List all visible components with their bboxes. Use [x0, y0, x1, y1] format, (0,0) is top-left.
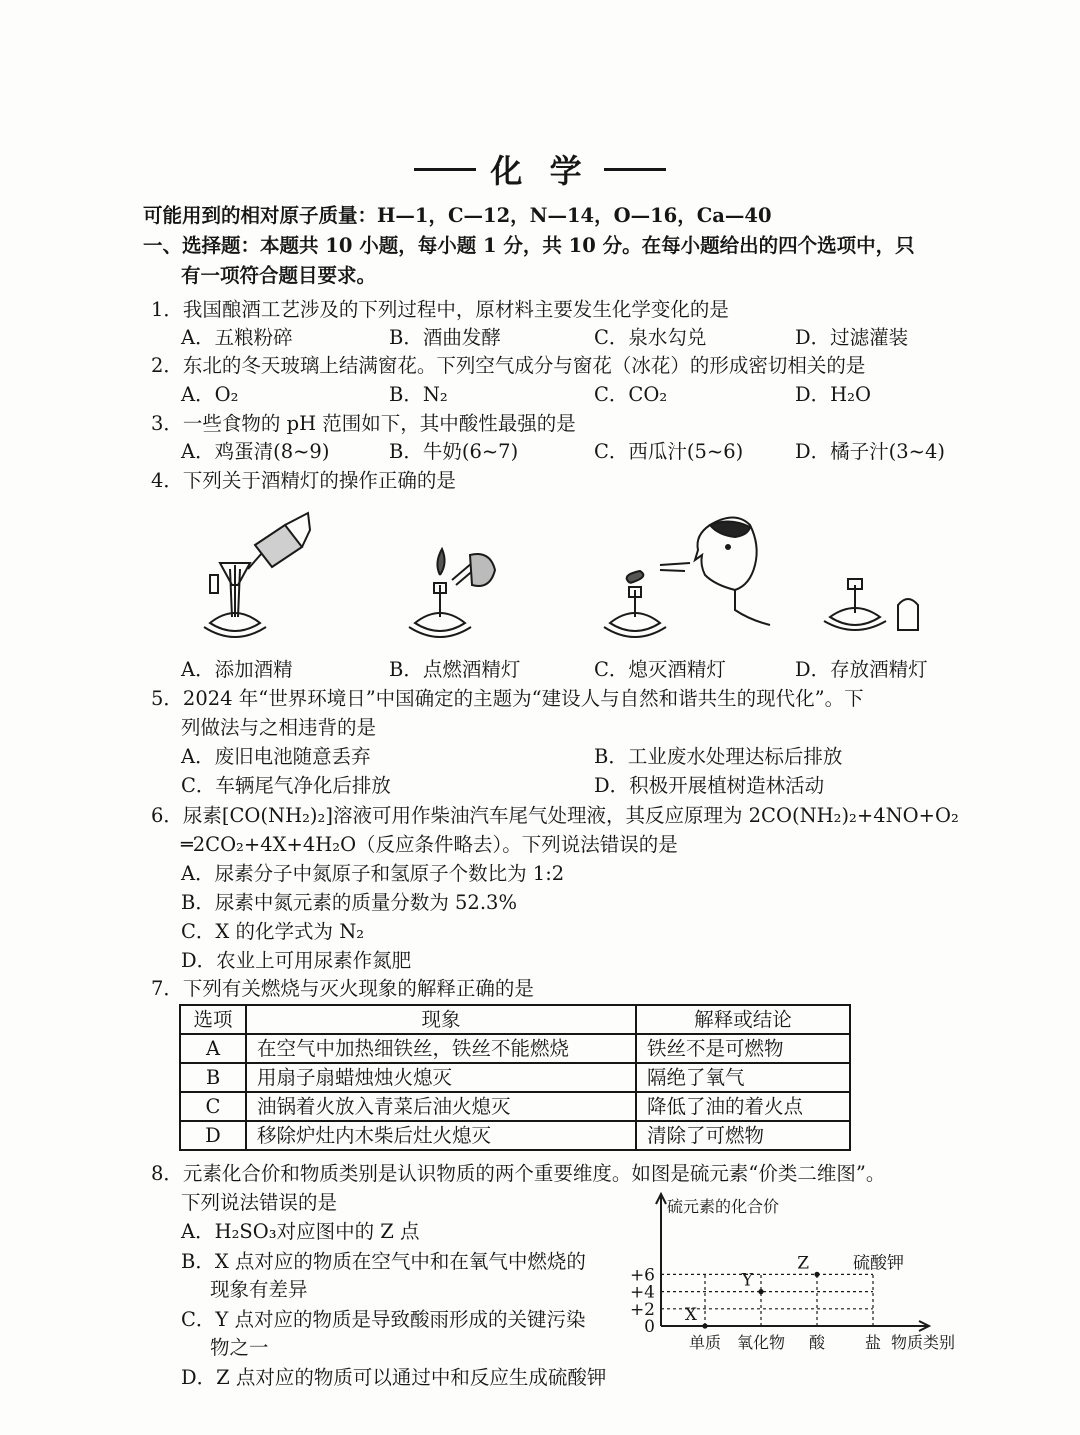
y-tick-label: +2	[629, 1299, 655, 1320]
q5-option-a: A．废旧电池随意丢弃	[181, 745, 371, 768]
table-row	[180, 1121, 850, 1150]
q8-option-c-line1: C．Y 点对应的物质是导致酸雨形成的关键污染	[181, 1308, 586, 1331]
section-heading-line2: 有一项符合题目要求。	[181, 264, 377, 287]
q5-option-d: D．积极开展植树造林活动	[594, 774, 825, 797]
table-cell: C	[180, 1092, 246, 1121]
q2-option-b: B．N₂	[389, 383, 448, 406]
valence-class-chart	[625, 1188, 955, 1358]
lamp-adding-alcohol-drawing	[204, 513, 310, 637]
x-axis-label: 物质类别	[891, 1333, 955, 1352]
q5-option-b: B．工业废水处理达标后排放	[594, 745, 843, 768]
q1-stem: 1．我国酿酒工艺涉及的下列过程中，原材料主要发生化学变化的是	[151, 298, 729, 321]
q6-option-a: A．尿素分子中氮原子和氢原子个数比为 1:2	[181, 862, 565, 885]
table-cell: 降低了油的着火点	[636, 1092, 850, 1121]
table-row	[180, 1092, 850, 1121]
q4-stem: 4．下列关于酒精灯的操作正确的是	[151, 469, 456, 492]
data-point	[758, 1289, 763, 1294]
table-cell: 移除炉灶内木柴后灶火熄灭	[246, 1121, 636, 1150]
x-tick-label: 酸	[808, 1333, 826, 1352]
y-tick-label: 0	[644, 1317, 655, 1337]
data-point	[814, 1272, 819, 1277]
table-cell: D	[180, 1121, 246, 1150]
q7-stem: 7．下列有关燃烧与灭火现象的解释正确的是	[151, 977, 534, 1000]
q3-stem: 3．一些食物的 pH 范围如下，其中酸性最强的是	[151, 412, 576, 435]
q5-option-c: C．车辆尾气净化后排放	[181, 774, 391, 797]
q8-option-b-line2: 现象有差异	[210, 1278, 308, 1301]
data-point-label: Z	[797, 1253, 809, 1274]
table-cell: 清除了可燃物	[636, 1121, 850, 1150]
data-point-label: X	[684, 1305, 697, 1325]
title-dash-right	[604, 168, 666, 171]
q3-option-c: C．西瓜汁(5~6)	[594, 440, 744, 463]
q4-option-a: A．添加酒精	[181, 658, 293, 681]
table-cell: 油锅着火放入青菜后油火熄灭	[246, 1092, 636, 1121]
data-point	[702, 1323, 707, 1328]
section-heading-line1: 一、选择题：本题共 10 小题，每小题 1 分，共 10 分。在每小题给出的四个选项中，只	[143, 234, 915, 257]
q1-option-b: B．酒曲发酵	[389, 326, 501, 349]
data-point-label: Y	[741, 1270, 753, 1291]
q6-option-d: D．农业上可用尿素作氮肥	[181, 949, 412, 972]
table-cell: 隔绝了氧气	[636, 1063, 850, 1092]
q2-stem: 2．东北的冬天玻璃上结满窗花。下列空气成分与窗花（冰花）的形成密切相关的是	[151, 354, 866, 377]
table-header-cell: 选项	[180, 1005, 246, 1034]
q4-option-c: C．熄灭酒精灯	[594, 658, 726, 681]
table-header-cell: 解释或结论	[636, 1005, 850, 1034]
table-header-row	[180, 1005, 850, 1034]
q7-table	[179, 1004, 851, 1151]
q6-stem-line1: 6．尿素[CO(NH₂)₂]溶液可用作柴油汽车尾气处理液，其反应原理为 2CO(NH₂)₂+4NO+O₂	[151, 804, 959, 827]
lamp-storing-drawing	[824, 579, 918, 630]
x-tick-label: 氧化物	[736, 1333, 786, 1352]
x-tick-label: 盐	[864, 1333, 882, 1352]
q4-illustrations	[190, 505, 950, 650]
table-row	[180, 1034, 850, 1063]
q3-option-d: D．橘子汁(3~4)	[795, 440, 946, 463]
x-tick-label: 单质	[688, 1333, 722, 1352]
q5-stem-line1: 5．2024 年“世界环境日”中国确定的主题为“建设人与自然和谐共生的现代化”。下	[151, 687, 864, 710]
q8-option-d: D．Z 点对应的物质可以通过中和反应生成硫酸钾	[181, 1366, 607, 1389]
table-cell: 铁丝不是可燃物	[636, 1034, 850, 1063]
q4-option-d: D．存放酒精灯	[795, 658, 928, 681]
q3-option-a: A．鸡蛋清(8~9)	[181, 440, 330, 463]
table-cell: B	[180, 1063, 246, 1092]
q6-option-c: C．X 的化学式为 N₂	[181, 920, 365, 943]
table-cell: 用扇子扇蜡烛烛火熄灭	[246, 1063, 636, 1092]
q1-option-d: D．过滤灌装	[795, 326, 909, 349]
data-point-label: 硫酸钾	[853, 1253, 904, 1274]
title-dash-left	[414, 168, 476, 171]
q2-option-a: A．O₂	[181, 383, 239, 406]
q8-stem-line2: 下列说法错误的是	[181, 1191, 338, 1214]
lamp-lighting-drawing	[409, 549, 495, 637]
page-title	[0, 146, 1080, 192]
atomic-masses: 可能用到的相对原子质量：H—1，C—12，N—14，O—16，Ca—40	[143, 204, 772, 227]
q8-option-c-line2: 物之一	[210, 1336, 269, 1359]
q2-option-d: D．H₂O	[795, 383, 871, 406]
table-row	[180, 1063, 850, 1092]
q5-stem-line2: 列做法与之相违背的是	[181, 716, 377, 739]
q6-stem-line2: ═2CO₂+4X+4H₂O（反应条件略去）。下列说法错误的是	[181, 833, 678, 856]
y-tick-label: +4	[629, 1282, 655, 1303]
title-text: 化 学	[490, 152, 590, 190]
q1-option-a: A．五粮粉碎	[181, 326, 293, 349]
table-header-cell: 现象	[246, 1005, 636, 1034]
q8-stem-line1: 8．元素化合价和物质类别是认识物质的两个重要维度。如图是硫元素“价类二维图”。	[151, 1162, 886, 1185]
q3-option-b: B．牛奶(6~7)	[389, 440, 519, 463]
q2-option-c: C．CO₂	[594, 383, 668, 406]
y-axis-label: 硫元素的化合价	[667, 1197, 780, 1216]
y-tick-label: +6	[629, 1265, 655, 1286]
lamp-blowing-out-drawing	[604, 518, 770, 638]
table-cell: 在空气中加热细铁丝，铁丝不能燃烧	[246, 1034, 636, 1063]
q6-option-b: B．尿素中氮元素的质量分数为 52.3%	[181, 891, 517, 914]
q8-option-b-line1: B．X 点对应的物质在空气中和在氧气中燃烧的	[181, 1250, 586, 1273]
q8-option-a: A．H₂SO₃对应图中的 Z 点	[181, 1220, 420, 1243]
q1-option-c: C．泉水勾兑	[594, 326, 707, 349]
table-cell: A	[180, 1034, 246, 1063]
q4-option-b: B．点燃酒精灯	[389, 658, 521, 681]
